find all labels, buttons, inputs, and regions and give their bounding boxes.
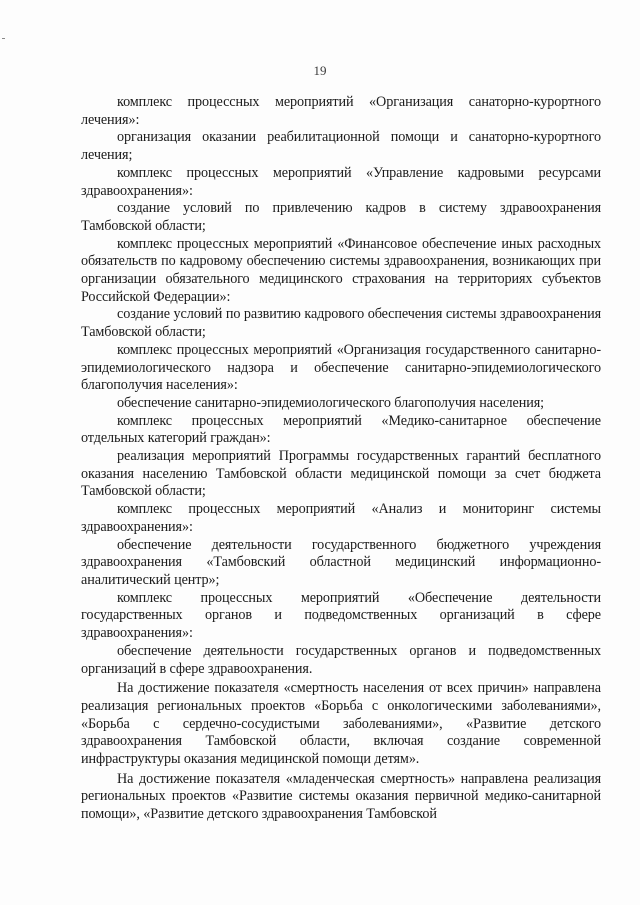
- page-number: 19: [313, 63, 327, 78]
- paragraph: обеспечение деятельности государственного бюджетного учреждения здравоохранения «Тамбовский областной медицинский информационно-аналитический центр»;: [81, 536, 601, 588]
- paragraph: создание условий по развитию кадрового обеспечения системы здравоохранения Тамбовской области;: [81, 306, 601, 341]
- paragraph: комплекс процессных мероприятий «Анализ и мониторинг системы здравоохранения»:: [81, 501, 601, 535]
- paragraph: комплекс процессных мероприятий «Организация санаторно-курортного лечения»:: [81, 94, 601, 128]
- scan-edge-mark: [2, 38, 5, 39]
- paragraph: комплекс процессных мероприятий «Финансовое обеспечение иных расходных обязательств по кадровому обеспечению системы здравоохранения, возникающих при организации обязательного медицинского страхования на территориях субъектов Российской Федерации»:: [81, 235, 601, 305]
- document-body: [81, 94, 601, 824]
- paragraph: обеспечение деятельности государственных органов и подведомственных организаций в сфере здравоохранения.: [81, 642, 601, 677]
- paragraph: организация оказании реабилитационной помощи и санаторно-курортного лечения;: [81, 129, 601, 164]
- paragraph: создание условий по привлечению кадров в систему здравоохранения Тамбовской области;: [81, 200, 601, 234]
- paragraph: комплекс процессных мероприятий «Управление кадровыми ресурсами здравоохранения»:: [81, 164, 601, 199]
- paragraph: На достижение показателя «младенческая смертность» направлена реализация региональных проектов «Развитие системы оказания первичной медико-санитарной помощи», «Развитие детского здравоохранения Тамбовской: [81, 770, 601, 823]
- paragraph: комплекс процессных мероприятий «Медико-санитарное обеспечение отдельных категорий граждан»:: [81, 412, 601, 447]
- paragraph: На достижение показателя «смертность населения от всех причин» направлена реализация региональных проектов «Борьба с онкологическими заболеваниями», «Борьба с сердечно-сосудистыми заболеваниями», «Развитие детского здравоохранения Тамбовской области, включая создание современной инфраструктуры оказания медицинской помощи детям».: [81, 680, 601, 768]
- paragraph: реализация мероприятий Программы государственных гарантий бесплатного оказания населению Тамбовской области медицинской помощи за счет бюджета Тамбовской области;: [81, 448, 601, 500]
- paragraph: комплекс процессных мероприятий «Организация государственного санитарно-эпидемиологического надзора и обеспечение санитарно-эпидемиологического благополучия населения»:: [81, 341, 601, 394]
- paragraph: комплекс процессных мероприятий «Обеспечение деятельности государственных органов и подведомственных организаций в сфере здравоохранения»:: [81, 589, 601, 642]
- paragraph: обеспечение санитарно-эпидемиологического благополучия населения;: [117, 394, 544, 411]
